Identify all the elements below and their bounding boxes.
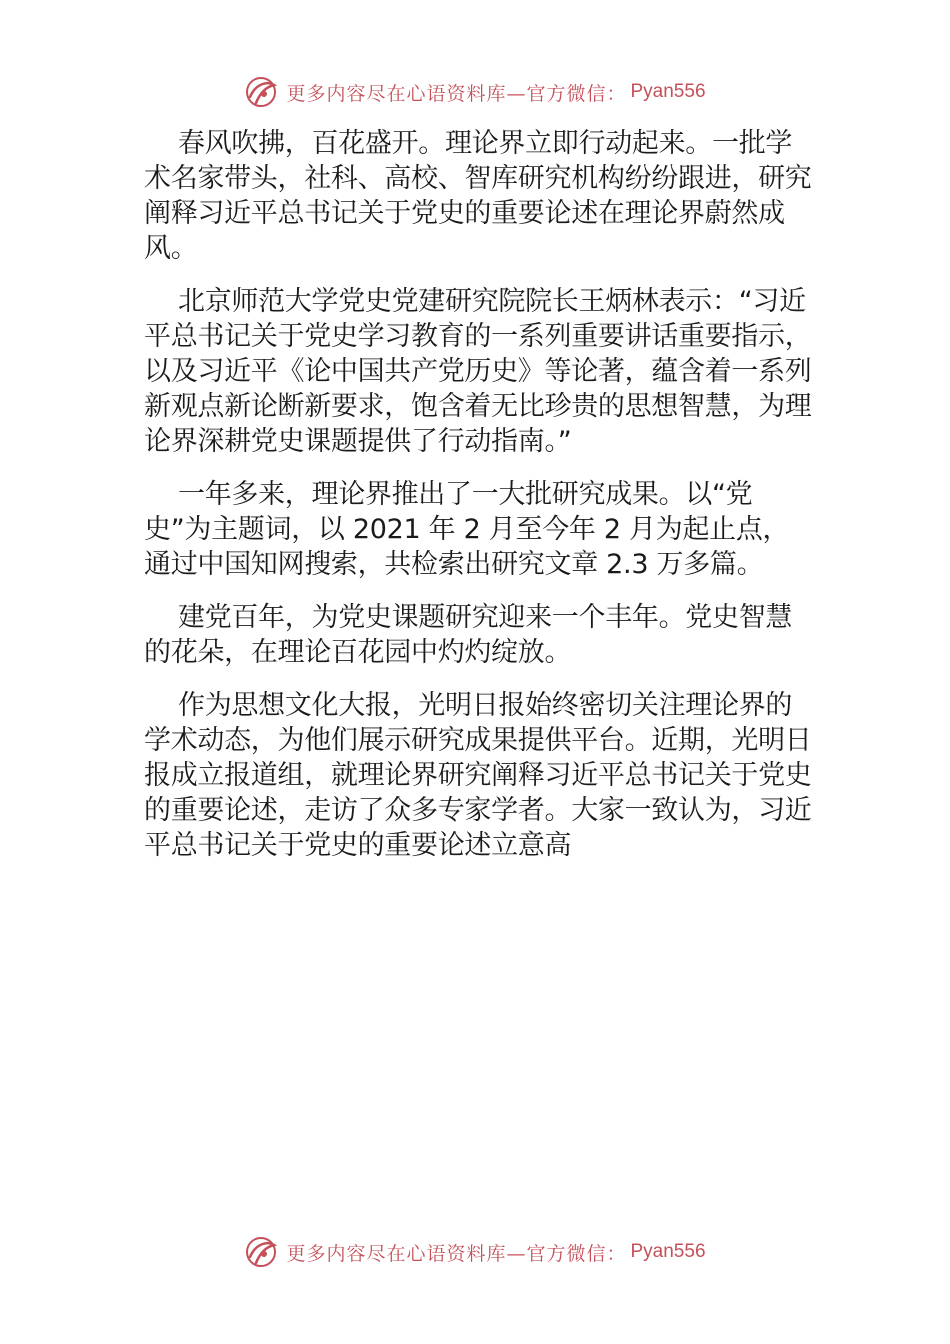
footer-watermark-banner — [0, 1230, 950, 1274]
header-watermark-banner — [0, 70, 950, 114]
banner-main-text: 更多内容尽在心语资料库 — [286, 82, 507, 105]
paragraph-4: 建党百年，为党史课题研究迎来一个丰年。党史智慧的花朵，在理论百花园中灼灼绽放。 — [144, 602, 793, 668]
banner-wechat-id: Pyan556 — [630, 1241, 706, 1262]
banner-main-text: 更多内容尽在心语资料库 — [286, 1242, 507, 1265]
article-body — [144, 126, 814, 881]
paragraph-2: 北京师范大学党史党建研究院院长王炳林表示：“习近平总书记关于党史学习教育的一系列重要讲话重要指示，以及习近平《论中国共产党历史》等论著，蕴含着一系列新观点新论断新要求，饱含着无比珍贵的思想智慧，为理论界深耕党史课题提供了行动指南。” — [144, 286, 812, 457]
banner-sub-text: —官方微信： — [506, 82, 627, 105]
banner-wechat-id: Pyan556 — [630, 81, 706, 102]
paragraph-1: 春风吹拂，百花盛开。理论界立即行动起来。一批学术名家带头，社科、高校、智库研究机构纷纷跟进，研究阐释习近平总书记关于党史的重要论述在理论界蔚然成风。 — [144, 128, 812, 264]
logo-icon — [244, 1235, 278, 1269]
paragraph-3: 一年多来，理论界推出了一大批研究成果。以“党史”为主题词，以 2021 年 2 月至今年 2 月为起止点，通过中国知网搜索，共检索出研究文章 2.3 万多篇。 — [144, 479, 790, 580]
banner-sub-text: —官方微信： — [506, 1242, 627, 1265]
logo-icon — [244, 75, 278, 109]
paragraph-5: 作为思想文化大报，光明日报始终密切关注理论界的学术动态，为他们展示研究成果提供平台。近期，光明日报成立报道组，就理论界研究阐释习近平总书记关于党史的重要论述，走访了众多专家学者。大家一致认为，习近平总书记关于党史的重要论述立意高 — [144, 690, 812, 861]
